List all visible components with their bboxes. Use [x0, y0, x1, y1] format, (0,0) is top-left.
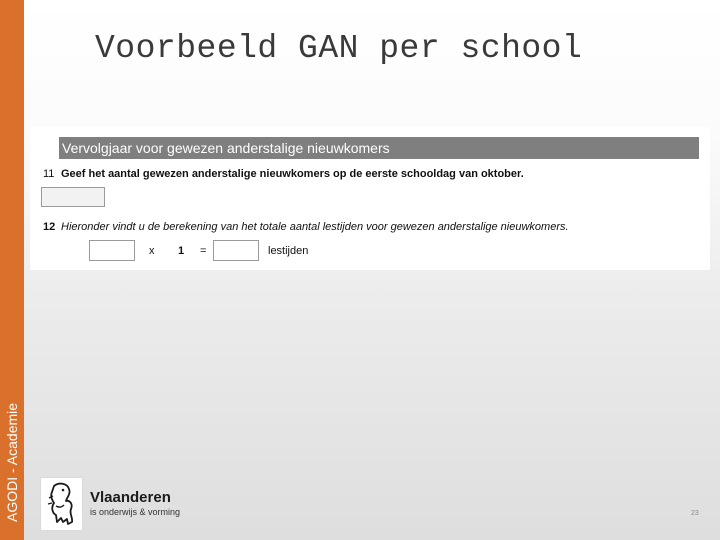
question-12-count-input[interactable]	[89, 240, 135, 261]
brand-name: Vlaanderen	[90, 489, 171, 506]
brand-tagline: is onderwijs & vorming	[90, 507, 181, 517]
result-unit-label: lestijden	[268, 245, 309, 257]
form-panel	[30, 127, 710, 270]
question-12-number: 12	[43, 221, 56, 233]
section-header: Vervolgjaar voor gewezen anderstalige nieuwkomers	[59, 137, 699, 159]
multiplier-factor: 1	[178, 245, 185, 257]
question-11-number: 11	[43, 168, 55, 180]
sidebar-accent-bar	[0, 0, 24, 540]
question-11-text: Geef het aantal gewezen anderstalige nieuwkomers op de eerste schooldag van oktober.	[61, 168, 524, 180]
multiply-sign: x	[149, 245, 155, 257]
page-number: 23	[691, 510, 699, 517]
question-12-result-field	[213, 240, 259, 261]
question-11-input[interactable]	[41, 187, 105, 207]
flemish-lion-icon	[40, 477, 83, 531]
slide-title: Voorbeeld GAN per school	[95, 30, 583, 67]
equals-sign: =	[200, 245, 207, 257]
sidebar-label: AGODI - Academie	[4, 402, 20, 522]
question-12-text: Hieronder vindt u de berekening van het totale aantal lestijden voor gewezen anderstalige nieuwkomers.	[61, 221, 569, 233]
